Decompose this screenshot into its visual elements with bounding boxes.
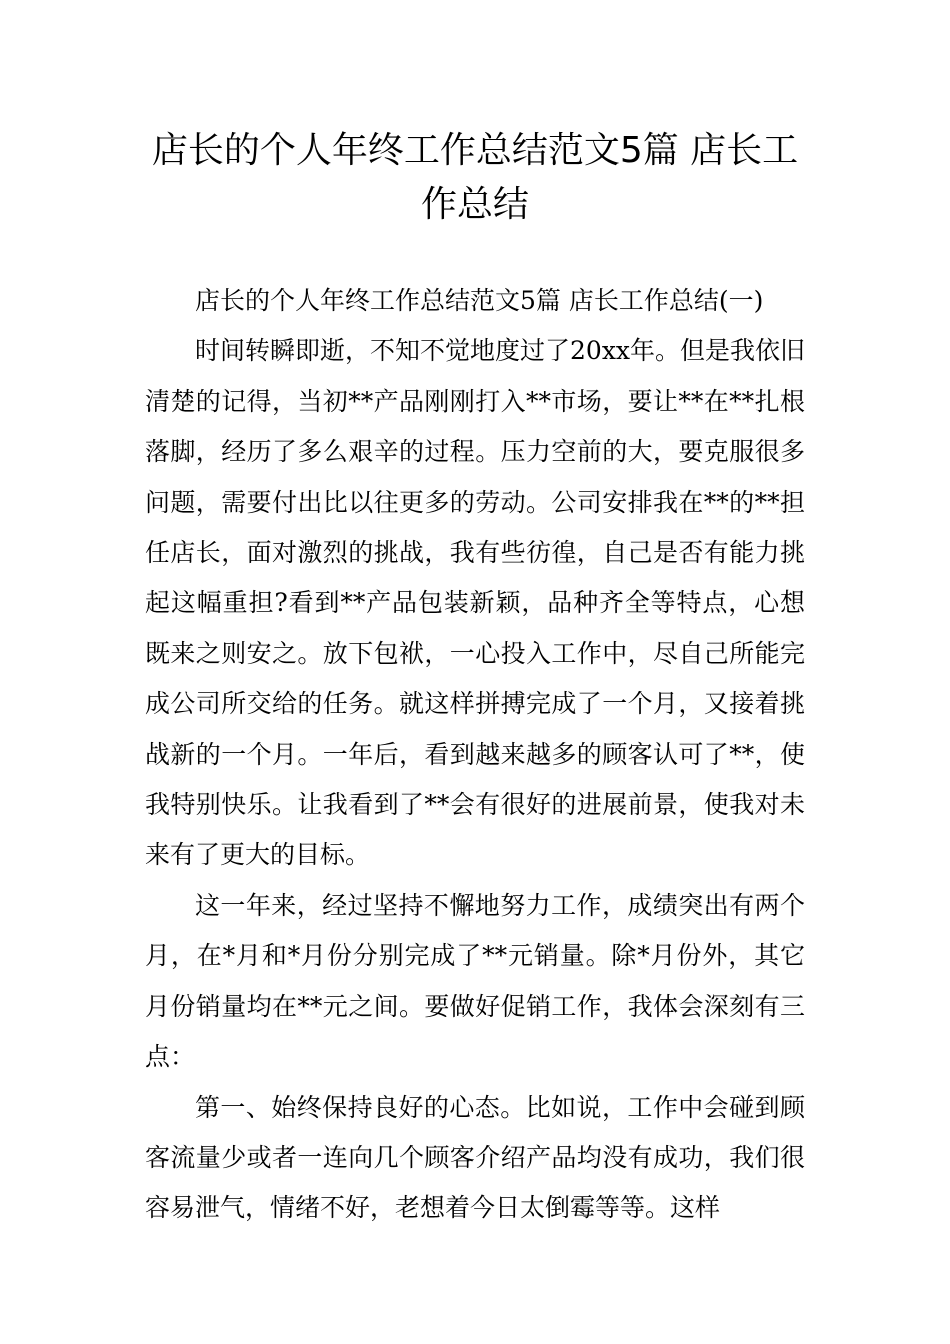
paragraph-intro: 时间转瞬即逝，不知不觉地度过了20xx年。但是我依旧清楚的记得，当初**产品刚刚打入**市场，要让**在**扎根落脚，经历了多么艰辛的过程。压力空前的大，要克服很多问题，需要付出比以往更多的劳动。公司安排我在**的**担任店长，面对激烈的挑战，我有些彷徨，自己是否有能力挑起这幅重担?看到**产品包装新颖，品种齐全等特点，心想既来之则安之。放下包袱，一心投入工作中，尽自己所能完成公司所交给的任务。就这样拼搏完成了一个月，又接着挑战新的一个月。一年后，看到越来越多的顾客认可了**，使我特别快乐。让我看到了**会有很好的进展前景，使我对未来有了更大的目标。 [145, 336, 806, 870]
paragraph-results: 这一年来，经过坚持不懈地努力工作，成绩突出有两个月，在*月和*月份分别完成了**元销量。除*月份外，其它月份销量均在**元之间。要做好促销工作，我体会深刻有三点： [145, 890, 805, 1072]
paragraph-point-one: 第一、始终保持良好的心态。比如说，工作中会碰到顾客流量少或者一连向几个顾客介绍产品均没有成功，我们很容易泄气，情绪不好，老想着今日太倒霉等等。这样 [145, 1092, 805, 1223]
document-body [145, 276, 805, 1234]
document-title: 店长的个人年终工作总结范文5篇 店长工作总结 [151, 130, 799, 225]
paragraph-subtitle: 店长的个人年终工作总结范文5篇 店长工作总结(一) [195, 286, 764, 315]
